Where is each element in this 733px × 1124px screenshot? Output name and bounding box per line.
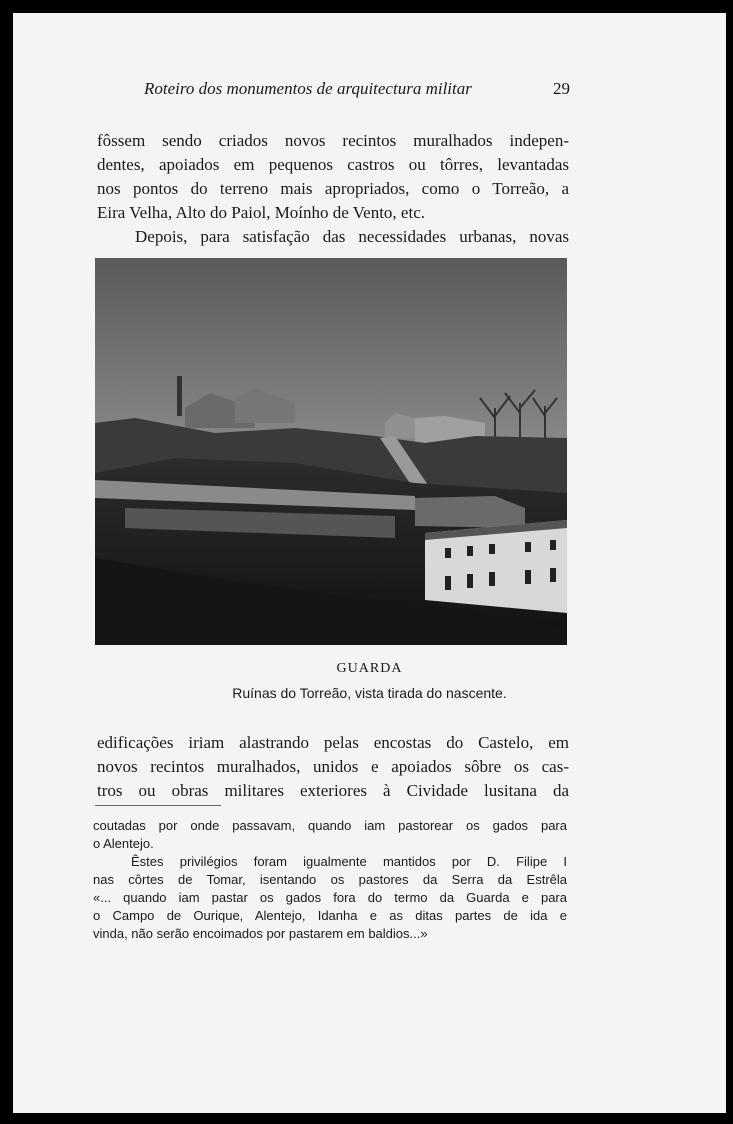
footnote [93,817,567,943]
footnote-line: nas côrtes de Tomar, isentando os pastores da Serra da Estrêla [93,872,567,887]
footnote-line: o Alentejo. [93,836,154,851]
footnote-line: Êstes privilégios foram igualmente mantidos por D. Filipe I [131,854,567,869]
text-line: novos recintos muralhados, unidos e apoiados sôbre os cas- [97,757,569,776]
footnote-line: «... quando iam pastar os gados fora do termo da Guarda e para [93,890,567,905]
text-line: fôssem sendo criados novos recintos muralhados indepen- [97,131,569,150]
text-line: Depois, para satisfação das necessidades urbanas, novas [135,227,569,246]
text-line: dentes, apoiados em pequenos castros ou tôrres, levantadas [97,155,569,174]
book-page [13,13,726,1113]
running-header [144,79,570,103]
paragraph-bottom [97,731,569,803]
text-line: edificações iriam alastrando pelas encostas do Castelo, em [97,733,569,752]
footnote-line: coutadas por onde passavam, quando iam pastorear os gados para [93,818,567,833]
text-line: Eira Velha, Alto do Paiol, Moínho de Vento, etc. [97,203,425,222]
photograph-torreao-ruins [95,258,567,645]
text-line: tros ou obras militares exteriores à Cividade lusitana da [97,781,569,800]
footnote-line: o Campo de Ourique, Alentejo, Idanha e as ditas partes de ida e [93,908,567,923]
text-line: nos pontos do terreno mais apropriados, como o Torreão, a [97,179,569,198]
figure-caption: Ruínas do Torreão, vista tirada do nascente. [232,685,507,701]
photo-illustration [95,258,567,645]
footnote-divider [95,805,221,806]
figure-caption-title: GUARDA [336,661,403,676]
paragraph-top [97,129,569,249]
footnote-line: vinda, não serão encoimados por pastarem em baldios...» [93,926,428,941]
running-title: Roteiro dos monumentos de arquitectura militar [144,79,472,98]
page-number: 29 [553,79,570,98]
